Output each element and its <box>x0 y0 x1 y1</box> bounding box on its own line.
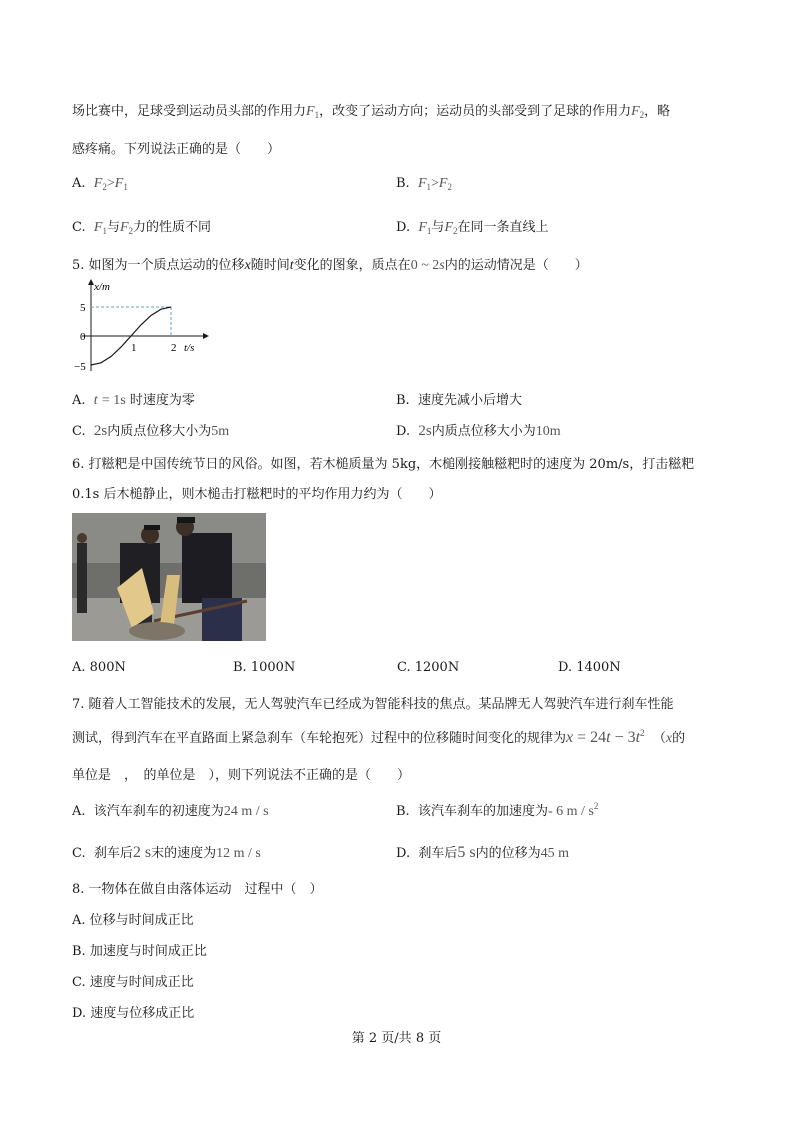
x-tick-label-2: 2 <box>171 342 177 354</box>
q6-option-a[interactable]: A. 800N <box>72 660 126 675</box>
q6-stem-line1: 6. 打糍粑是中国传统节日的风俗。如图，若木槌质量为 5kg，木槌刚接触糍粑时的速度为 20m/s，打击糍粑 <box>72 457 695 472</box>
y-tick-label-5: 5 <box>80 302 86 314</box>
q8-option-a[interactable]: A. 位移与时间成正比 <box>72 913 194 928</box>
q8-option-d[interactable]: D. 速度与位移成正比 <box>72 1006 195 1021</box>
q8-stem: 8. 一物体在做自由落体运动 过程中（ ） <box>72 882 323 897</box>
q7-option-d[interactable]: D. 刹车后5 s内的位移为45 m <box>396 844 570 861</box>
y-axis-label: x/m <box>94 281 110 293</box>
q5-option-b[interactable]: B. 速度先减小后增大 <box>396 393 522 408</box>
q4-option-a[interactable]: A. $F_2>F_1$ <box>72 176 128 192</box>
q5-option-c[interactable]: C. 2s内质点位移大小为5m <box>72 423 230 439</box>
x-axis-label: t/s <box>184 342 195 354</box>
q6-option-d[interactable]: D. 1400N <box>558 660 621 675</box>
page-number: 第 2 页/共 8 页 <box>351 1031 442 1046</box>
q6-option-c[interactable]: C. 1200N <box>397 660 460 675</box>
q7-stem-line1: 7. 随着人工智能技术的发展，无人驾驶汽车已经成为智能科技的焦点。某品牌无人驾驶汽车进行刹车性能 <box>72 697 674 712</box>
q8-option-b[interactable]: B. 加速度与时间成正比 <box>72 944 207 959</box>
q4-option-b[interactable]: B. $F_1>F_2$ <box>396 176 452 192</box>
rice-cake-pounding-photo <box>72 513 266 641</box>
x-tick-label-1: 1 <box>131 342 137 354</box>
y-tick-label-0: 0 <box>80 331 86 343</box>
q4-stem-line2: 感疼痛。下列说法正确的是（ ） <box>72 142 281 157</box>
dashed-guides <box>91 307 171 336</box>
q7-stem-line2: 测试，得到汽车在平直路面上紧急刹车（车轮抱死）过程中的位移随时间变化的规律为$x = 24t - 3t^2$ （x的 <box>72 728 686 746</box>
q4-option-c[interactable]: C. $F_1$与$F_2$力的性质不同 <box>72 220 212 236</box>
displacement-time-graph <box>72 276 212 376</box>
q4-option-d[interactable]: D. $F_1$与$F_2$在同一条直线上 <box>396 220 549 236</box>
q5-option-d[interactable]: D. 2s内质点位移大小为10m <box>396 423 561 439</box>
y-tick-label-neg5: −5 <box>74 361 86 373</box>
q5-option-a[interactable]: A. t = 1s 时速度为零 <box>72 393 195 408</box>
q7-option-b[interactable]: B. 该汽车刹车的加速度为- 6 m / $s^2$ <box>396 801 599 819</box>
q5-stem: 5. 如图为一个质点运动的位移x随时间t变化的图象，质点在0 ~ 2s内的运动情况是（ ） <box>72 258 588 273</box>
q6-stem-line2: 0.1s 后木槌静止，则木槌击打糍粑时的平均作用力约为（ ） <box>72 487 442 502</box>
q4-stem-line1: 场比赛中，足球受到运动员头部的作用力$F_1$，改变了运动方向；运动员的头部受到了足球的作用力$F_2$，略 <box>72 104 671 120</box>
q7-stem-line3: 单位是 ， 的单位是 ），则下列说法不正确的是（ ） <box>72 768 411 783</box>
q8-option-c[interactable]: C. 速度与时间成正比 <box>72 975 194 990</box>
q7-option-c[interactable]: C. 刹车后2 s末的速度为12 m / s <box>72 844 261 861</box>
q6-option-b[interactable]: B. 1000N <box>233 660 296 675</box>
q7-option-a[interactable]: A. 该汽车刹车的初速度为24 m / s <box>72 804 269 819</box>
